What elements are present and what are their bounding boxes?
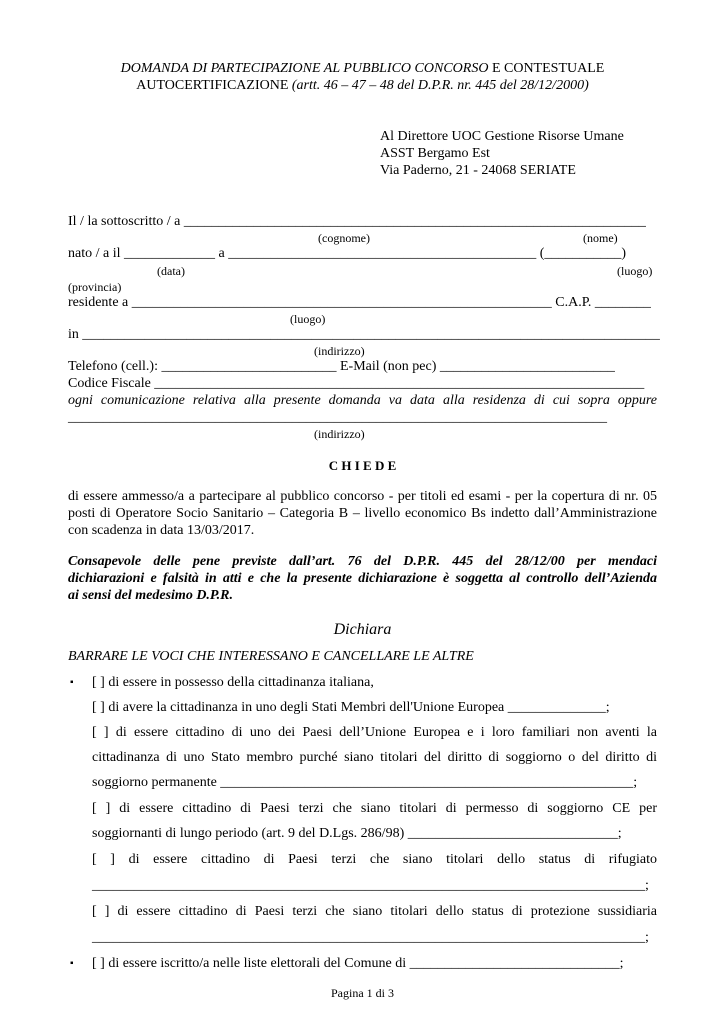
opzione-protezione-sussidiaria-line-2: _______________________________________________________________________________; xyxy=(92,930,649,945)
field-indirizzo[interactable]: in ___________________________________________________________________________________ xyxy=(68,327,660,342)
caption-data: (data) xyxy=(157,264,185,278)
opzione-cittadinanza-italiana[interactable]: [ ] di essere in possesso della cittadinanza italiana, xyxy=(92,675,374,690)
caption-indirizzo-alternativo: (indirizzo) xyxy=(314,427,365,441)
caption-cognome: (cognome) xyxy=(318,231,370,245)
document-subtitle xyxy=(0,77,725,94)
consapevole-line-2: dichiarazioni e falsità in atti e che la presente dichiarazione è soggetta al controllo dell’Azienda xyxy=(68,571,657,586)
recipient-line-2: ASST Bergamo Est xyxy=(380,146,490,161)
recipient-line-1: Al Direttore UOC Gestione Risorse Umane xyxy=(380,129,624,144)
opzione-rifugiato-line-2: _______________________________________________________________________________; xyxy=(92,878,649,893)
title-italic: DOMANDA DI PARTECIPAZIONE AL PUBBLICO CONCORSO xyxy=(120,61,489,76)
chiede-line-2: posti di Operatore Socio Sanitario – Categoria B – livello economico Bs indetto dall’Amministrazione xyxy=(68,506,657,521)
document-title xyxy=(0,60,725,77)
chiede-line-3: con scadenza in data 13/03/2017. xyxy=(68,523,255,538)
opzione-permesso-ce-line-1[interactable]: [ ] di essere cittadino di Paesi terzi che siano titolari di permesso di soggiorno CE per xyxy=(92,801,657,816)
consapevole-line-3: ai sensi del medesimo D.P.R. xyxy=(68,588,234,603)
field-nascita[interactable]: nato / a il _____________ a ____________________________________________ (___________) xyxy=(68,246,627,261)
opzione-familiari-ue-line-3: soggiorno permanente ___________________________________________________________; xyxy=(92,775,638,790)
subtitle-plain: AUTOCERTIFICAZIONE xyxy=(136,78,292,93)
dichiara-heading: Dichiara xyxy=(333,621,392,638)
field-residenza[interactable]: residente a ____________________________________________________________ C.A.P. ________ xyxy=(68,295,651,310)
bullet-icon: ▪ xyxy=(70,958,74,969)
field-codice-fiscale[interactable]: Codice Fiscale ______________________________________________________________________ xyxy=(68,376,645,391)
opzione-liste-elettorali[interactable]: [ ] di essere iscritto/a nelle liste elettorali del Comune di ______________________________; xyxy=(92,956,624,971)
caption-nome: (nome) xyxy=(583,231,618,245)
chiede-line-1: di essere ammesso/a a partecipare al pubblico concorso - per titoli ed esami - per la copertura di nr. 05 xyxy=(68,489,657,504)
field-nominativo[interactable]: Il / la sottoscritto / a __________________________________________________________________ xyxy=(68,214,646,229)
caption-provincia: (provincia) xyxy=(68,280,122,294)
opzione-familiari-ue-line-2: cittadinanza di uno Stato membro purché siano titolari del diritto di soggiorno o del diritto di xyxy=(92,750,657,765)
page-number: Pagina 1 di 3 xyxy=(331,986,394,1000)
opzione-rifugiato-line-1[interactable]: [ ] di essere cittadino di Paesi terzi che siano titolari dello status di rifugiato xyxy=(92,852,657,867)
recipient-line-3: Via Paderno, 21 - 24068 SERIATE xyxy=(380,163,576,178)
opzione-cittadinanza-ue[interactable]: [ ] di avere la cittadinanza in uno degli Stati Membri dell'Unione Europea ______________; xyxy=(92,700,610,715)
opzione-protezione-sussidiaria-line-1[interactable]: [ ] di essere cittadino di Paesi terzi che siano titolari dello status di protezione sussidiaria xyxy=(92,904,657,919)
opzione-familiari-ue-line-1[interactable]: [ ] di essere cittadino di uno dei Paesi dell’Unione Europea e i loro familiari non aventi la xyxy=(92,725,657,740)
consapevole-line-1: Consapevole delle pene previste dall’art. 76 del D.P.R. 445 del 28/12/00 per mendaci xyxy=(68,554,657,569)
field-indirizzo-alternativo[interactable]: _____________________________________________________________________________ xyxy=(68,410,607,425)
caption-luogo-nascita: (luogo) xyxy=(617,264,653,278)
opzione-permesso-ce-line-2: soggiornanti di lungo periodo (art. 9 del D.Lgs. 286/98) ______________________________; xyxy=(92,826,622,841)
subtitle-italic: (artt. 46 – 47 – 48 del D.P.R. nr. 445 del 28/12/2000) xyxy=(291,78,589,93)
chiede-heading: C H I E D E xyxy=(328,458,397,473)
title-rest: E CONTESTUALE xyxy=(488,61,605,76)
comunicazione-note: ogni comunicazione relativa alla presente domanda va data alla residenza di cui sopra oppure xyxy=(68,393,657,408)
dichiara-instruction: BARRARE LE VOCI CHE INTERESSANO E CANCELLARE LE ALTRE xyxy=(68,649,474,664)
caption-indirizzo: (indirizzo) xyxy=(314,344,365,358)
bullet-icon: ▪ xyxy=(70,677,74,688)
caption-luogo-residenza: (luogo) xyxy=(290,312,326,326)
field-contatti[interactable]: Telefono (cell.): _________________________ E-Mail (non pec) _________________________ xyxy=(68,359,615,374)
